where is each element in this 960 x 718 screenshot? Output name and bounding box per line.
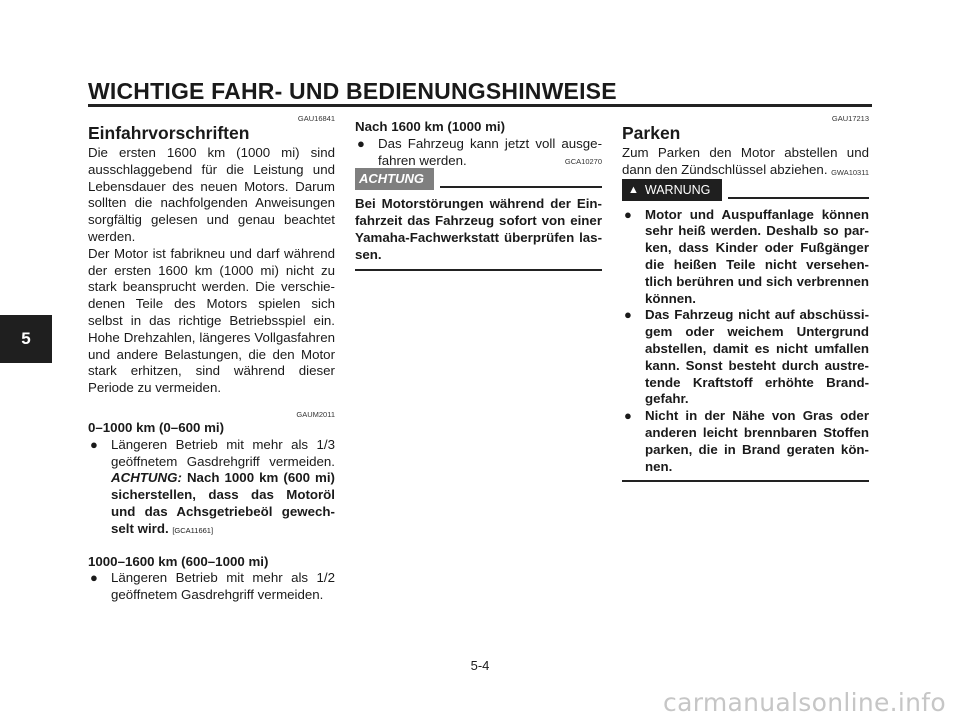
page-header-title: WICHTIGE FAHR- UND BEDIENUNGSHINWEISE xyxy=(88,78,617,104)
notice-text: Bei Motorstörungen während der Ein-fahrzeit das Fahrzeug sofort von einer Yamaha-Fachwerkstatt überprüfen las-sen. xyxy=(355,196,602,262)
warning-triangle-icon: ▲ xyxy=(628,183,639,196)
bullet-icon: ● xyxy=(624,408,632,424)
subheading: 1000–1600 km (600–1000 mi) xyxy=(88,553,269,569)
list-item xyxy=(622,307,869,408)
reference-code: GAUM2011 xyxy=(296,409,335,419)
reference-code: GCA10270 xyxy=(564,157,602,167)
reference-code: GAU16841 xyxy=(297,114,335,123)
paragraph: Der Motor ist fabrikneu und darf während der ersten 1600 km (1000 mi) nicht zu stark beansprucht werden. Die verschie-denen Teile des Motors spielen sich selbst in das richtige Betriebsspiel ein. Hohe Drehzahlen, längeres Vollgasfahren und andere Belastungen, die den Motor stark erhitzen, sind während dieser Periode zu vermeiden. xyxy=(88,245,335,396)
paragraph: Zum Parken den Motor abstellen und dann den Zündschlüssel abziehen. xyxy=(622,145,869,177)
warning-rule xyxy=(728,197,869,199)
column-middle xyxy=(355,119,602,271)
notice-end-rule xyxy=(355,269,602,271)
section-heading-break-in: Einfahrvorschriften xyxy=(88,123,250,143)
list-item xyxy=(622,207,869,308)
list-item-text: Das Fahrzeug nicht auf abschüssi-gem oder weichem Untergrund abstellen, damit es nicht umfallen kann. Sonst besteht durch austre-tende Kraftstoff erhöhte Brand-gefahr. xyxy=(645,307,869,407)
warning-box-header xyxy=(622,179,869,201)
bullet-icon: ● xyxy=(624,307,632,323)
warning-end-rule xyxy=(622,480,869,482)
bullet-icon: ● xyxy=(624,206,632,222)
reference-code: [GCA11661] xyxy=(172,525,214,535)
bullet-icon: ● xyxy=(90,570,98,586)
subheading: 0–1000 km (0–600 mi) xyxy=(88,419,225,435)
notice-inline-label: ACHTUNG: xyxy=(111,470,182,486)
list-item-text: Längeren Betrieb mit mehr als 1/3 geöffnetem Gasdrehgriff vermeiden. xyxy=(111,436,335,469)
list-item xyxy=(355,136,602,170)
subheading: Nach 1600 km (1000 mi) xyxy=(355,119,506,134)
section-heading-parking: Parken xyxy=(622,123,681,143)
list-item-text: Nicht in der Nähe von Gras oder anderen leicht brennbaren Stoffen parken, die in Brand geraten kön-nen. xyxy=(645,408,869,474)
reference-code: GAU17213 xyxy=(831,114,869,123)
watermark: carmanualsonline.info xyxy=(663,688,946,717)
notice-inline-text: Nach 1000 km (600 mi) sicherstellen, dass das Motoröl und das Achsgetriebeöl gewech-selt wird. xyxy=(111,470,335,536)
list-item-text: Das Fahrzeug kann jetzt voll ausge-fahren werden. xyxy=(378,135,602,168)
list-item-text: Längeren Betrieb mit mehr als 1/2 geöffnetem Gasdrehgriff vermeiden. xyxy=(111,570,335,603)
page-number: 5-4 xyxy=(470,658,490,673)
warning-label: WARNUNG xyxy=(644,182,711,197)
notice-rule xyxy=(440,186,602,188)
chapter-tab: 5 xyxy=(0,315,52,363)
notice-label: ACHTUNG xyxy=(355,168,434,190)
list-item xyxy=(622,408,869,475)
bullet-icon: ● xyxy=(357,135,365,151)
reference-code: GWA10311 xyxy=(831,167,869,177)
column-right xyxy=(622,114,869,482)
list-item xyxy=(88,437,335,540)
list-item-text: Motor und Auspuffanlage können sehr heiß werden. Deshalb so par-ken, dass Kinder oder Fußgänger die heißen Teile nicht versehen-tlich berühren und sich verbrennen können. xyxy=(645,206,869,306)
bullet-icon: ● xyxy=(90,436,98,452)
warning-label-box xyxy=(622,179,722,201)
paragraph: Die ersten 1600 km (1000 mi) sind ausschlaggebend für die Leistung und Lebensdauer des neuen Motors. Darum sollten die nachfolgenden Anweisungen sorgfältig gelesen und genau beachtet werden. xyxy=(88,145,335,244)
list-item xyxy=(88,570,335,604)
notice-box-header xyxy=(355,168,602,190)
column-left xyxy=(88,114,335,604)
header-rule xyxy=(88,104,872,107)
